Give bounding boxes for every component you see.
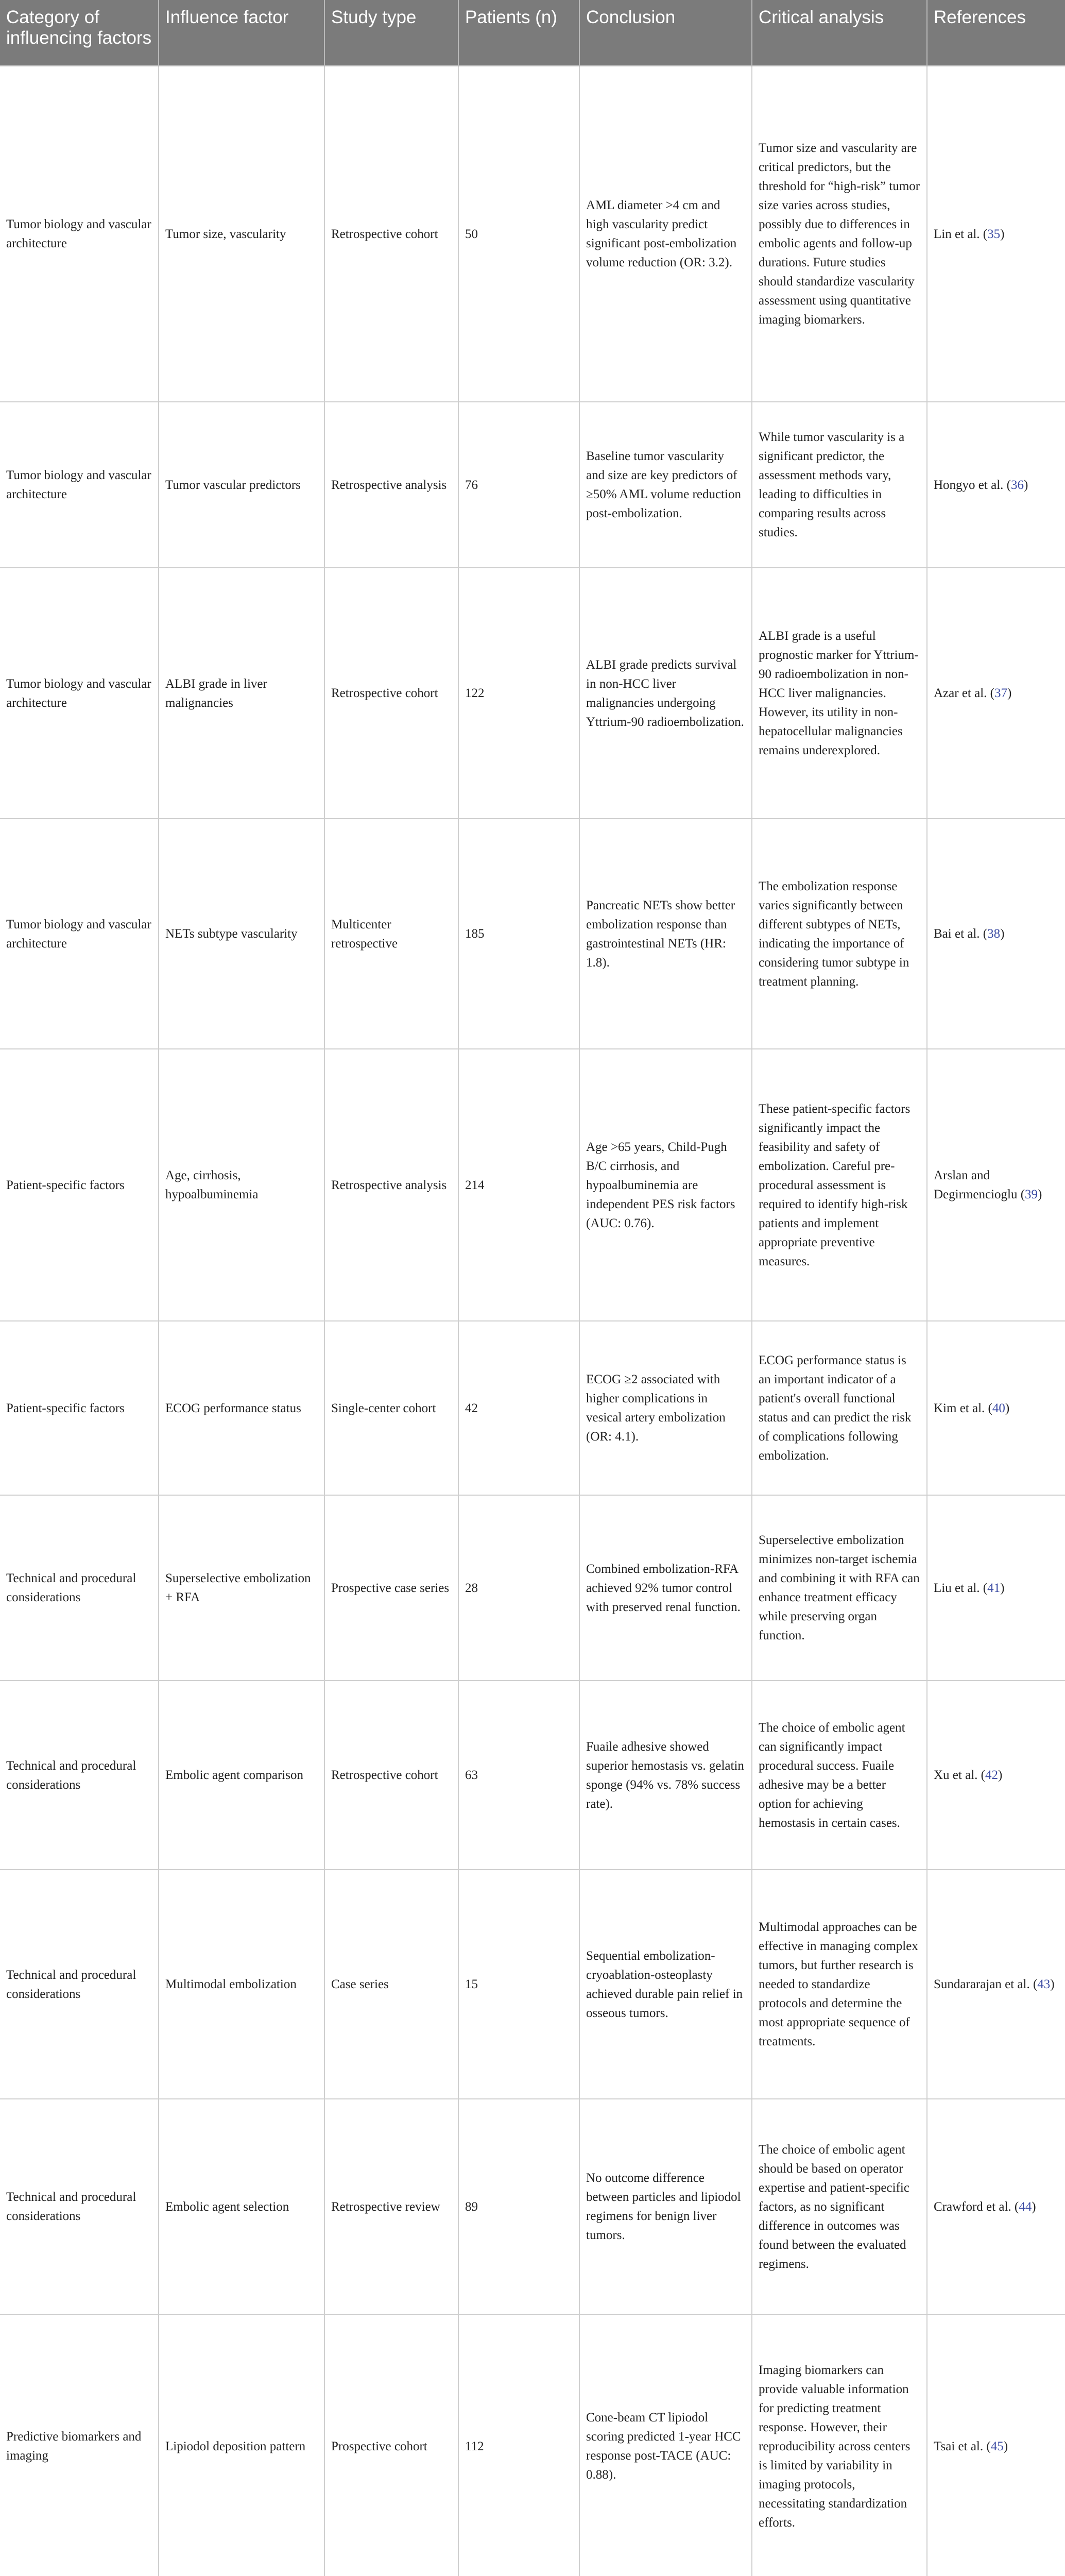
category-cell: Technical and procedural considerations bbox=[0, 1681, 159, 1870]
study-type-cell: Prospective case series bbox=[324, 1495, 458, 1681]
reference-paren: ) bbox=[1023, 478, 1028, 492]
conclusion-cell: Cone-beam CT lipiodol scoring predicted 1-year HCC response post-TACE (AUC: 0.88). bbox=[579, 2314, 752, 2576]
study-type-cell: Retrospective cohort bbox=[324, 66, 458, 402]
critical-analysis-cell: Tumor size and vascularity are critical predictors, but the threshold for “high-risk” tumor size varies across studies, possibly due to differences in embolic agents and follow-up durations. Future studies should standardize vascularity assessment using quantitative imaging biomarkers. bbox=[752, 66, 927, 402]
conclusion-cell: AML diameter >4 cm and high vascularity predict significant post-embolization volume reduction (OR: 3.2). bbox=[579, 66, 752, 402]
reference-cell bbox=[927, 66, 1065, 402]
factor-cell: Multimodal embolization bbox=[159, 1870, 324, 2099]
reference-paren: ) bbox=[1007, 686, 1012, 700]
reference-cell bbox=[927, 2099, 1065, 2314]
reference-paren: ) bbox=[1005, 1401, 1010, 1415]
conclusion-cell: No outcome difference between particles and lipiodol regimens for benign liver tumors. bbox=[579, 2099, 752, 2314]
reference-link[interactable]: 45 bbox=[990, 2439, 1004, 2453]
reference-link[interactable]: 37 bbox=[994, 686, 1007, 700]
patients-cell: 63 bbox=[458, 1681, 579, 1870]
header-critical-analysis: Critical analysis bbox=[752, 0, 927, 66]
table-row bbox=[0, 1681, 1065, 1870]
header-conclusion: Conclusion bbox=[579, 0, 752, 66]
factor-cell: Superselective embolization + RFA bbox=[159, 1495, 324, 1681]
reference-paren: ) bbox=[1050, 1977, 1055, 1991]
conclusion-cell: Age >65 years, Child-Pugh B/C cirrhosis, and hypoalbuminemia are independent PES risk factors (AUC: 0.76). bbox=[579, 1049, 752, 1321]
category-cell: Technical and procedural considerations bbox=[0, 1495, 159, 1681]
critical-analysis-cell: ECOG performance status is an important indicator of a patient's overall functional status and can predict the risk of complications following embolization. bbox=[752, 1321, 927, 1495]
critical-analysis-cell: ALBI grade is a useful prognostic marker for Yttrium-90 radioembolization in non-HCC liver malignancies. However, its utility in non-hepatocellular malignancies remains underexplored. bbox=[752, 568, 927, 819]
table-row bbox=[0, 1321, 1065, 1495]
reference-cell bbox=[927, 1495, 1065, 1681]
conclusion-cell: Pancreatic NETs show better embolization response than gastrointestinal NETs (HR: 1.8). bbox=[579, 819, 752, 1049]
critical-analysis-cell: The embolization response varies significantly between different subtypes of NETs, indicating the importance of considering tumor subtype in treatment planning. bbox=[752, 819, 927, 1049]
reference-cell bbox=[927, 568, 1065, 819]
patients-cell: 28 bbox=[458, 1495, 579, 1681]
study-type-cell: Retrospective cohort bbox=[324, 568, 458, 819]
header-row bbox=[0, 0, 1065, 66]
factor-cell: ECOG performance status bbox=[159, 1321, 324, 1495]
study-type-cell: Single-center cohort bbox=[324, 1321, 458, 1495]
reference-author: Arslan and Degirmencioglu ( bbox=[934, 1168, 1025, 1201]
header-factor: Influence factor bbox=[159, 0, 324, 66]
factor-cell: ALBI grade in liver malignancies bbox=[159, 568, 324, 819]
category-cell: Patient-specific factors bbox=[0, 1049, 159, 1321]
reference-link[interactable]: 39 bbox=[1025, 1188, 1038, 1201]
factor-cell: Lipiodol deposition pattern bbox=[159, 2314, 324, 2576]
reference-author: Kim et al. ( bbox=[934, 1401, 992, 1415]
reference-author: Hongyo et al. ( bbox=[934, 478, 1011, 492]
patients-cell: 15 bbox=[458, 1870, 579, 2099]
factor-cell: Age, cirrhosis, hypoalbuminemia bbox=[159, 1049, 324, 1321]
factor-cell: NETs subtype vascularity bbox=[159, 819, 324, 1049]
critical-analysis-cell: These patient-specific factors significantly impact the feasibility and safety of embolization. Careful pre-procedural assessment is required to identify high-risk patients and implement appropriate preventive measures. bbox=[752, 1049, 927, 1321]
study-type-cell: Retrospective cohort bbox=[324, 1681, 458, 1870]
reference-cell bbox=[927, 1870, 1065, 2099]
reference-link[interactable]: 41 bbox=[987, 1581, 1001, 1595]
study-type-cell: Retrospective review bbox=[324, 2099, 458, 2314]
category-cell: Tumor biology and vascular architecture bbox=[0, 66, 159, 402]
reference-cell bbox=[927, 1321, 1065, 1495]
patients-cell: 50 bbox=[458, 66, 579, 402]
reference-cell bbox=[927, 2314, 1065, 2576]
reference-cell bbox=[927, 819, 1065, 1049]
table-row bbox=[0, 568, 1065, 819]
critical-analysis-cell: While tumor vascularity is a significant predictor, the assessment methods vary, leading to difficulties in comparing results across studies. bbox=[752, 402, 927, 568]
reference-cell bbox=[927, 402, 1065, 568]
table-row bbox=[0, 1495, 1065, 1681]
conclusion-cell: Sequential embolization-cryoablation-osteoplasty achieved durable pain relief in osseous tumors. bbox=[579, 1870, 752, 2099]
conclusion-cell: ALBI grade predicts survival in non-HCC liver malignancies undergoing Yttrium-90 radioembolization. bbox=[579, 568, 752, 819]
patients-cell: 122 bbox=[458, 568, 579, 819]
reference-link[interactable]: 42 bbox=[985, 1768, 998, 1782]
table-row bbox=[0, 2314, 1065, 2576]
category-cell: Patient-specific factors bbox=[0, 1321, 159, 1495]
header-study-type: Study type bbox=[324, 0, 458, 66]
reference-author: Sundararajan et al. ( bbox=[934, 1977, 1038, 1991]
reference-link[interactable]: 43 bbox=[1037, 1977, 1051, 1991]
reference-link[interactable]: 35 bbox=[987, 227, 1001, 241]
reference-paren: ) bbox=[998, 1768, 1003, 1782]
patients-cell: 185 bbox=[458, 819, 579, 1049]
reference-author: Bai et al. ( bbox=[934, 927, 988, 941]
factor-cell: Embolic agent comparison bbox=[159, 1681, 324, 1870]
table-row bbox=[0, 819, 1065, 1049]
reference-paren: ) bbox=[1000, 227, 1005, 241]
reference-author: Lin et al. ( bbox=[934, 227, 988, 241]
reference-cell bbox=[927, 1681, 1065, 1870]
study-type-cell: Multicenter retrospective bbox=[324, 819, 458, 1049]
reference-author: Azar et al. ( bbox=[934, 686, 994, 700]
reference-author: Crawford et al. ( bbox=[934, 2199, 1019, 2214]
reference-link[interactable]: 44 bbox=[1019, 2199, 1032, 2214]
category-cell: Tumor biology and vascular architecture bbox=[0, 402, 159, 568]
conclusion-cell: Fuaile adhesive showed superior hemostasis vs. gelatin sponge (94% vs. 78% success rate). bbox=[579, 1681, 752, 1870]
category-cell: Technical and procedural considerations bbox=[0, 1870, 159, 2099]
patients-cell: 112 bbox=[458, 2314, 579, 2576]
reference-paren: ) bbox=[1000, 927, 1005, 941]
study-type-cell: Case series bbox=[324, 1870, 458, 2099]
category-cell: Technical and procedural considerations bbox=[0, 2099, 159, 2314]
factor-cell: Tumor vascular predictors bbox=[159, 402, 324, 568]
reference-link[interactable]: 36 bbox=[1010, 478, 1024, 492]
table-row bbox=[0, 2099, 1065, 2314]
reference-link[interactable]: 40 bbox=[992, 1401, 1005, 1415]
patients-cell: 214 bbox=[458, 1049, 579, 1321]
header-patients: Patients (n) bbox=[458, 0, 579, 66]
category-cell: Tumor biology and vascular architecture bbox=[0, 568, 159, 819]
reference-paren: ) bbox=[1000, 1581, 1005, 1595]
factor-cell: Tumor size, vascularity bbox=[159, 66, 324, 402]
factor-cell: Embolic agent selection bbox=[159, 2099, 324, 2314]
table-row bbox=[0, 1870, 1065, 2099]
conclusion-cell: Baseline tumor vascularity and size are key predictors of ≥50% AML volume reduction post-embolization. bbox=[579, 402, 752, 568]
critical-analysis-cell: Imaging biomarkers can provide valuable information for predicting treatment response. However, their reproducibility across centers is limited by variability in imaging protocols, necessitating standardization efforts. bbox=[752, 2314, 927, 2576]
header-references: References bbox=[927, 0, 1065, 66]
table-row bbox=[0, 66, 1065, 402]
reference-author: Liu et al. ( bbox=[934, 1581, 988, 1595]
study-type-cell: Retrospective analysis bbox=[324, 402, 458, 568]
critical-analysis-cell: Superselective embolization minimizes non-target ischemia and combining it with RFA can enhance treatment efficacy while preserving organ function. bbox=[752, 1495, 927, 1681]
category-cell: Tumor biology and vascular architecture bbox=[0, 819, 159, 1049]
reference-author: Tsai et al. ( bbox=[934, 2439, 991, 2453]
table-row bbox=[0, 402, 1065, 568]
category-cell: Predictive biomarkers and imaging bbox=[0, 2314, 159, 2576]
study-type-cell: Prospective cohort bbox=[324, 2314, 458, 2576]
reference-cell bbox=[927, 1049, 1065, 1321]
critical-analysis-cell: The choice of embolic agent should be based on operator expertise and patient-specific factors, as no significant difference in outcomes was found between the evaluated regimens. bbox=[752, 2099, 927, 2314]
header-category: Category of influencing factors bbox=[0, 0, 159, 66]
critical-analysis-cell: Multimodal approaches can be effective in managing complex tumors, but further research is needed to standardize protocols and determine the most appropriate sequence of treatments. bbox=[752, 1870, 927, 2099]
reference-paren: ) bbox=[1032, 2199, 1036, 2214]
patients-cell: 89 bbox=[458, 2099, 579, 2314]
study-type-cell: Retrospective analysis bbox=[324, 1049, 458, 1321]
patients-cell: 42 bbox=[458, 1321, 579, 1495]
reference-link[interactable]: 38 bbox=[987, 927, 1001, 941]
reference-paren: ) bbox=[1038, 1188, 1042, 1201]
patients-cell: 76 bbox=[458, 402, 579, 568]
reference-author: Xu et al. ( bbox=[934, 1768, 985, 1782]
conclusion-cell: ECOG ≥2 associated with higher complications in vesical artery embolization (OR: 4.1). bbox=[579, 1321, 752, 1495]
table-row bbox=[0, 1049, 1065, 1321]
conclusion-cell: Combined embolization-RFA achieved 92% tumor control with preserved renal function. bbox=[579, 1495, 752, 1681]
reference-paren: ) bbox=[1003, 2439, 1008, 2453]
critical-analysis-cell: The choice of embolic agent can significantly impact procedural success. Fuaile adhesive may be a better option for achieving hemostasis in certain cases. bbox=[752, 1681, 927, 1870]
